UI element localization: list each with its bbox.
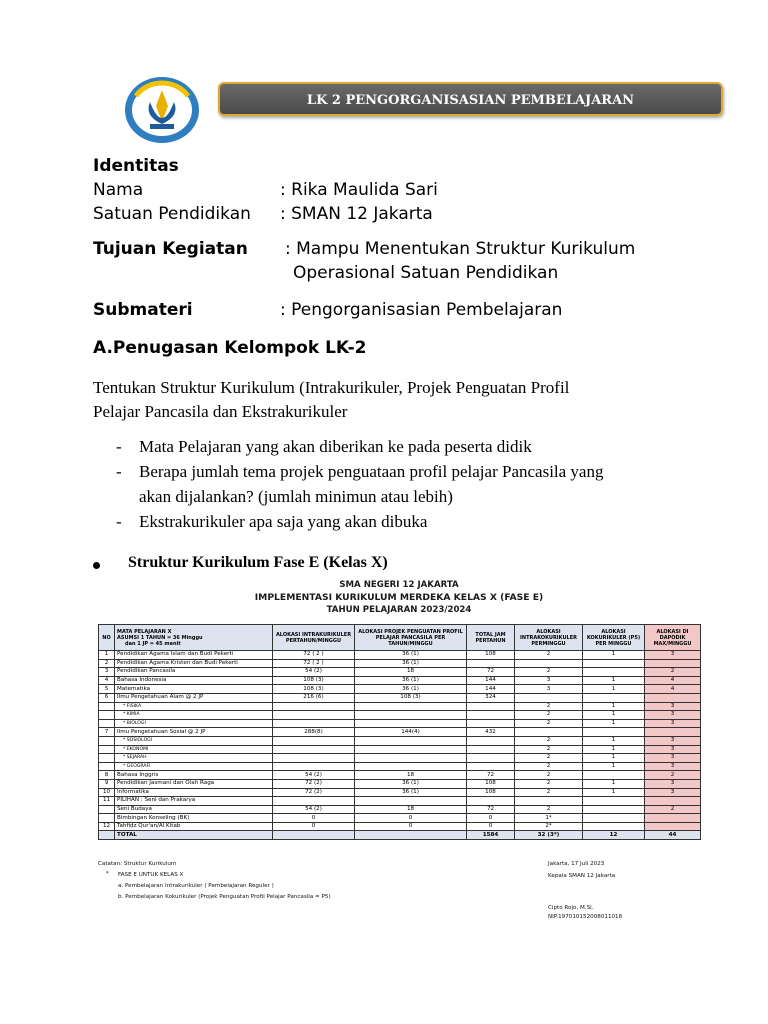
figure-title-3: TAHUN PELAJARAN 2023/2024 [326,605,472,615]
cell-koku: 1 [583,685,645,694]
cell-dapodik: 3 [645,651,701,660]
cell-p5 [355,762,467,771]
cell-intra: 72 (2) [273,779,355,788]
note-star: * [106,871,109,877]
dash-marker: - [116,512,122,531]
cell-p5 [355,736,467,745]
table-row [99,814,701,823]
curriculum-structure-figure [92,576,706,920]
cell-p5: 36 (1) [355,651,467,660]
cell-intra-minggu [515,728,583,737]
cell-no: 10 [99,788,115,797]
table-row [99,668,701,677]
col-intra: ALOKASI INTRAKURIKULER PERTAHUN/MINGGU [273,625,355,651]
cell-p5: 0 [355,822,467,831]
col-no: NO [99,625,115,651]
curriculum-table [98,624,701,840]
cell-p5: 18 [355,668,467,677]
intro-line-2: Pelajar Pancasila dan Ekstrakurikuler [93,402,348,421]
bullet-heading: Struktur Kurikulum Fase E (Kelas X) [128,554,388,571]
col-mapel [115,625,273,651]
dash-marker: - [116,437,122,456]
table-row [99,762,701,771]
table-row [99,754,701,763]
cell-mapel: Seni Budaya [115,805,273,814]
cell-intra-minggu: 3 [515,676,583,685]
cell-koku: 1 [583,788,645,797]
cell-intra: 0 [273,814,355,823]
note-catatan: Catatan: Struktur Kurikulum [98,861,177,867]
cell-dapodik: 3 [645,779,701,788]
cell-intra: 288(8) [273,728,355,737]
dash-item-2: Berapa jumlah tema projek penguataan profil pelajar Pancasila yang [139,462,604,481]
cell-intra [273,762,355,771]
tut-wuri-handayani-logo [124,76,200,144]
cell-dapodik: 4 [645,676,701,685]
cell-intra-minggu: 2 [515,788,583,797]
cell-no [99,711,115,720]
cell-mapel: * EKONOMI [115,745,273,754]
cell-koku [583,814,645,823]
cell-dapodik: 3 [645,702,701,711]
table-row [99,736,701,745]
intro-line-1: Tentukan Struktur Kurikulum (Intrakurikuler, Projek Penguatan Profil [93,378,570,397]
cell-total [467,702,515,711]
cell-koku: 1 [583,762,645,771]
table-row [99,728,701,737]
cell-total: 432 [467,728,515,737]
cell-no [99,805,115,814]
cell-koku [583,771,645,780]
cell-total: 108 [467,788,515,797]
table-row [99,693,701,702]
cell-mapel: Ilmu Pengetahuan Alam @ 2 JP [115,693,273,702]
note-nip: NIP.197010152008011018 [548,914,623,920]
cell-no: 8 [99,771,115,780]
cell-dapodik [645,659,701,668]
cell-no: 6 [99,693,115,702]
cell-intra: 108 (3) [273,685,355,694]
cell-intra-minggu [515,693,583,702]
cell-p5: 18 [355,771,467,780]
cell-koku [583,797,645,806]
cell-total [467,719,515,728]
cell-mapel: * GEOGRAFI [115,762,273,771]
cell-p5 [355,745,467,754]
cell-p5 [355,711,467,720]
cell-total: 0 [467,814,515,823]
cell-dapodik: 3 [645,745,701,754]
note-a: a. Pembelajaran Intrakurikuler ( Pembelajaran Reguler ) [118,883,274,889]
col-koku: ALOKASI KOKURIKULER (P5) PER MINGGU [583,625,645,651]
cell-intra-minggu: 2 [515,762,583,771]
col-mapel-line3: dan 1 JP = 45 menit [125,640,181,647]
cell-koku: 1 [583,676,645,685]
cell-intra: 54 (2) [273,668,355,677]
note-b: b. Pembelajaran Kokurikuler (Projek Penguatan Profil Pelajar Pancasila = P5) [118,894,331,900]
table-row [99,805,701,814]
cell-intra [273,702,355,711]
cell-no: 2 [99,659,115,668]
cell-intra-minggu: 2 [515,736,583,745]
cell-dapodik [645,822,701,831]
table-row [99,685,701,694]
cell-koku: 1 [583,711,645,720]
cell-total-label: TOTAL [115,831,273,840]
cell-intra: 72 (2) [273,788,355,797]
cell-intra: 72 ( 2 ) [273,659,355,668]
cell-mapel: Pendidikan Pancasila [115,668,273,677]
cell-intra [273,797,355,806]
cell-intra-minggu: 2 [515,702,583,711]
cell-no: 12 [99,822,115,831]
cell-koku [583,728,645,737]
cell-no: 7 [99,728,115,737]
table-row [99,659,701,668]
cell-total [467,797,515,806]
cell-intra-minggu: 32 (3*) [515,831,583,840]
cell-total: 144 [467,685,515,694]
cell-dapodik: 3 [645,711,701,720]
identitas-heading: Identitas [93,156,179,176]
cell-no [99,745,115,754]
note-kepala: Kepala SMAN 12 Jakarta [548,873,616,879]
cell-dapodik [645,797,701,806]
cell-mapel: * SEJARAH [115,754,273,763]
col-p5: ALOKASI PROJEK PENGUATAN PROFIL PELAJAR PANCASILA PER TAHUN/MINGGU [355,625,467,651]
cell-intra-minggu: 2 [515,805,583,814]
cell-total: 108 [467,779,515,788]
cell-dapodik [645,728,701,737]
cell-no: 1 [99,651,115,660]
cell-dapodik: 44 [645,831,701,840]
cell-p5: 36 (1) [355,659,467,668]
cell-no: 11 [99,797,115,806]
bullet-icon [93,562,100,569]
cell-dapodik [645,693,701,702]
cell-koku: 12 [583,831,645,840]
tujuan-label: Tujuan Kegiatan [93,239,248,259]
cell-total: 0 [467,822,515,831]
cell-intra-minggu: 2 [515,651,583,660]
cell-mapel: Pendidikan Agama Kristen dan Budi Pekerti [115,659,273,668]
cell-koku: 1 [583,736,645,745]
col-mapel-line1: MATA PELAJARAN X [117,628,172,635]
cell-p5: 36 (1) [355,676,467,685]
cell-intra: 72 ( 2 ) [273,651,355,660]
cell-koku: 1 [583,754,645,763]
section-heading: A.Penugasan Kelompok LK-2 [93,338,367,358]
cell-mapel: * SOSIOLOGI [115,736,273,745]
cell-koku: 1 [583,745,645,754]
cell-dapodik: 2 [645,668,701,677]
cell-mapel: Matematika [115,685,273,694]
table-row [99,651,701,660]
tujuan-value-1: : Mampu Menentukan Struktur Kurikulum [285,239,636,259]
cell-mapel: Bahasa Indonesia [115,676,273,685]
table-row [99,702,701,711]
cell-p5: 36 (1) [355,779,467,788]
cell-total [467,711,515,720]
cell-mapel: Tahfidz Qur'an/Al Kitab [115,822,273,831]
cell-intra-minggu: 1* [515,814,583,823]
cell-intra: 54 (2) [273,805,355,814]
cell-no: 4 [99,676,115,685]
cell-intra [273,831,355,840]
table-row [99,711,701,720]
cell-intra-minggu: 2 [515,779,583,788]
table-row [99,676,701,685]
dash-item-2-cont: akan dijalankan? (jumlah minimun atau lebih) [139,487,453,506]
cell-mapel: * KIMIA [115,711,273,720]
cell-no: 9 [99,779,115,788]
cell-dapodik: 3 [645,754,701,763]
cell-intra: 216 (6) [273,693,355,702]
cell-intra-minggu [515,659,583,668]
cell-intra-minggu: 2 [515,771,583,780]
cell-mapel: Pendidikan Jasmani dan Olah Raga [115,779,273,788]
figure-title-1: SMA NEGERI 12 JAKARTA [339,580,459,590]
cell-no [99,831,115,840]
cell-total: 72 [467,805,515,814]
cell-p5 [355,754,467,763]
cell-p5: 36 (1) [355,788,467,797]
cell-koku: 1 [583,651,645,660]
cell-intra [273,711,355,720]
cell-mapel: Bahasa Inggris [115,771,273,780]
cell-total [467,745,515,754]
cell-intra-minggu: 2 [515,719,583,728]
cell-mapel: PILIHAN : Seni dan Prakarya [115,797,273,806]
submateri-value: : Pengorganisasian Pembelajaran [280,300,563,320]
cell-dapodik: 3 [645,788,701,797]
cell-intra [273,736,355,745]
cell-intra: 108 (3) [273,676,355,685]
cell-dapodik: 3 [645,719,701,728]
table-row [99,719,701,728]
table-row [99,822,701,831]
worksheet-title-bar: LK 2 PENGORGANISASIAN PEMBELAJARAN [218,82,723,116]
cell-total: 1584 [467,831,515,840]
figure-title-2: IMPLEMENTASI KURIKULUM MERDEKA KELAS X (FASE E) [254,592,544,603]
cell-intra-minggu: 3 [515,685,583,694]
table-row [99,788,701,797]
note-tanggal: Jakarta, 17 Juli 2023 [548,861,605,867]
cell-intra-minggu: 2 [515,711,583,720]
cell-p5 [355,702,467,711]
note-fase: FASE E UNTUK KELAS X [118,872,184,878]
cell-no: 5 [99,685,115,694]
cell-total: 324 [467,693,515,702]
cell-intra-minggu: 2 [515,745,583,754]
cell-koku [583,668,645,677]
cell-intra-minggu [515,797,583,806]
cell-p5: 36 (1) [355,685,467,694]
cell-mapel: Bimbingan Konseling (BK) [115,814,273,823]
cell-p5: 108 (3) [355,693,467,702]
cell-no [99,719,115,728]
cell-no [99,702,115,711]
table-row [99,779,701,788]
cell-intra: 0 [273,822,355,831]
cell-total [467,659,515,668]
cell-koku: 1 [583,719,645,728]
cell-no: 3 [99,668,115,677]
cell-koku [583,822,645,831]
cell-mapel: Informatika [115,788,273,797]
cell-mapel: Pendidikan Agama Islam dan Budi Pekerti [115,651,273,660]
cell-intra-minggu: 2 [515,668,583,677]
dash-item-3: Ekstrakurikuler apa saja yang akan dibuka [139,512,428,531]
cell-koku [583,693,645,702]
table-total-row [99,831,701,840]
cell-dapodik: 4 [645,685,701,694]
cell-dapodik [645,814,701,823]
satuan-label: Satuan Pendidikan [93,204,251,224]
cell-total: 144 [467,676,515,685]
cell-p5: 18 [355,805,467,814]
cell-no [99,736,115,745]
cell-total [467,762,515,771]
cell-intra-minggu: 2* [515,822,583,831]
cell-total: 72 [467,771,515,780]
cell-koku: 1 [583,702,645,711]
col-total: TOTAL JAM PERTAHUN [467,625,515,651]
cell-intra [273,745,355,754]
cell-p5 [355,831,467,840]
submateri-label: Submateri [93,300,193,320]
cell-no [99,754,115,763]
cell-total [467,736,515,745]
cell-p5 [355,797,467,806]
dash-marker: - [116,462,122,481]
nama-label: Nama [93,180,144,200]
col-intra-minggu: ALOKASI INTRAKOKURIKULER PERMINGGU [515,625,583,651]
cell-dapodik: 3 [645,736,701,745]
cell-intra: 54 (2) [273,771,355,780]
col-mapel-line2: ASUMSI 1 TAHUN = 36 Minggu [117,634,203,641]
cell-total: 108 [467,651,515,660]
table-row [99,797,701,806]
cell-no [99,762,115,771]
cell-mapel: * FISIKA [115,702,273,711]
cell-total: 72 [467,668,515,677]
cell-total [467,754,515,763]
cell-p5: 144(4) [355,728,467,737]
cell-p5: 0 [355,814,467,823]
cell-p5 [355,719,467,728]
cell-koku [583,805,645,814]
cell-intra-minggu: 2 [515,754,583,763]
col-dapodik: ALOKASI DI DAPODIK MAX/MINGGU [645,625,701,651]
cell-mapel: * BIOLOGI [115,719,273,728]
cell-koku [583,659,645,668]
cell-koku: 1 [583,779,645,788]
satuan-value: : SMAN 12 Jakarta [280,204,433,224]
cell-dapodik: 2 [645,771,701,780]
tujuan-value-2: Operasional Satuan Pendidikan [293,263,559,283]
note-nama: Cipto Rojo, M.Si. [548,905,594,911]
cell-no [99,814,115,823]
table-row [99,771,701,780]
cell-mapel: Ilmu Pengetahuan Sosial @ 2 JP [115,728,273,737]
table-row [99,745,701,754]
cell-intra [273,754,355,763]
cell-dapodik: 2 [645,805,701,814]
nama-value: : Rika Maulida Sari [280,180,438,200]
cell-intra [273,719,355,728]
dash-item-1: Mata Pelajaran yang akan diberikan ke pada peserta didik [139,437,532,456]
cell-dapodik: 3 [645,762,701,771]
